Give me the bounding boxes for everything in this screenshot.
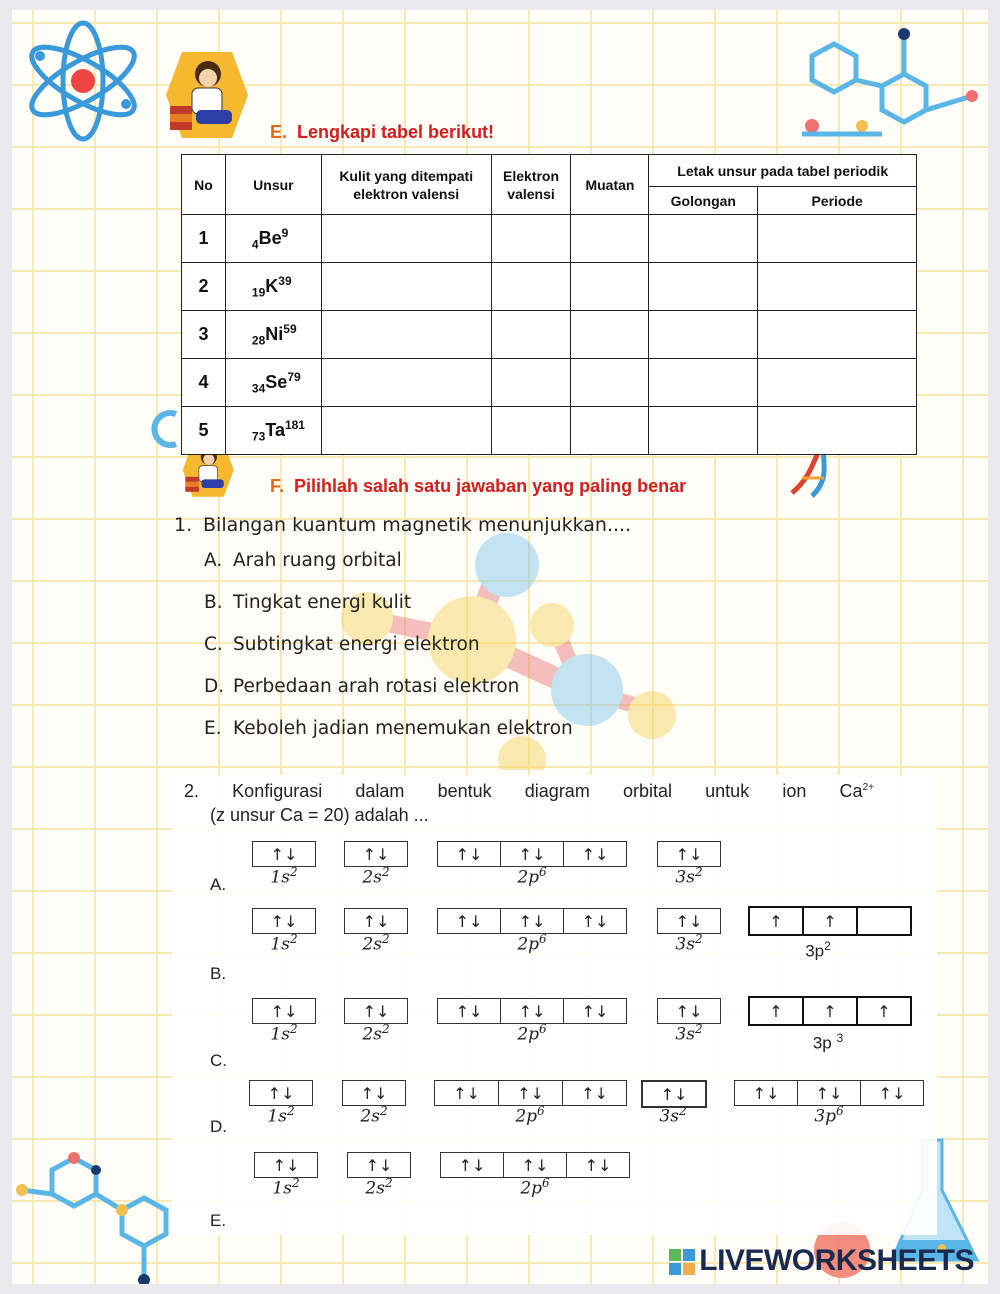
answer-cell-muatan[interactable] [571,407,649,455]
option-d-label[interactable]: D. [210,1117,227,1136]
answer-cell-golongan[interactable] [649,263,758,311]
label-2s: $2s^2$ [362,1022,390,1045]
option-c[interactable]: C. Subtingkat energi elektron [204,634,480,655]
orbital-1s: ↑↓ [249,1080,313,1106]
orbital-2p: ↑↓ ↑↓ ↑↓ [440,1152,630,1178]
answer-cell-kulit[interactable] [321,263,491,311]
section-e-heading [270,122,494,143]
liveworksheets-logo-icon [669,1249,695,1275]
label-1s: $1s^2$ [267,1104,295,1127]
label-3p: 3p $^3$ [812,1031,844,1053]
label-1s: $1s^2$ [270,932,298,955]
section-f-heading [270,476,686,497]
label-1s: $1s^2$ [272,1176,300,1199]
label-3p: $3p^2$ [805,939,831,961]
row-number: 3 [182,311,226,359]
header-no: No [182,155,226,215]
orbital-2p: ↑↓ ↑↓ ↑↓ [437,841,627,867]
element-symbol: $_{28}Ni^{59}$ [225,311,321,359]
option-e[interactable]: E. Keboleh jadian menemukan elektron [204,718,573,739]
header-muatan: Muatan [571,155,649,215]
answer-cell-elektron[interactable] [491,407,571,455]
orbital-3s: ↑↓ [657,841,721,867]
row-number: 4 [182,359,226,407]
option-b[interactable]: B. Tingkat energi kulit [204,592,412,613]
label-2s: $2s^2$ [365,1176,393,1199]
orbital-2s: ↑↓ [344,908,408,934]
orbital-1s: ↑↓ [252,841,316,867]
swirl-icon [142,406,182,452]
orbital-1s: ↑↓ [252,998,316,1024]
section-e-title: Lengkapi tabel berikut! [297,122,495,142]
element-symbol: $_{34}Se^{79}$ [225,359,321,407]
orbital-1s: ↑↓ [252,908,316,934]
orbital-3p: ↑↓ ↑↓ ↑↓ [734,1080,924,1106]
orbital-3s: ↑↓ [641,1080,707,1108]
question-2 [172,775,937,1235]
question-1-stem: 1. Bilangan kuantum magnetik menunjukkan.... [174,514,632,536]
orbital-2s: ↑↓ [347,1152,411,1178]
label-1s: $1s^2$ [270,1022,298,1045]
label-3s: $3s^2$ [675,865,703,888]
header-unsur: Unsur [225,155,321,215]
header-periode: Periode [758,187,917,215]
orbital-2s: ↑↓ [344,841,408,867]
orbital-3s: ↑↓ [657,998,721,1024]
header-kulit: Kulit yang ditempati elektron valensi [321,155,491,215]
answer-cell-muatan[interactable] [571,215,649,263]
header-golongan: Golongan [649,187,758,215]
option-e-label[interactable]: E. [210,1211,227,1230]
molecule-icon [772,16,988,156]
worksheet-page [12,10,988,1284]
table-row [182,407,917,455]
option-b-label[interactable]: B. [210,964,227,983]
orbital-2p: ↑↓ ↑↓ ↑↓ [434,1080,627,1106]
answer-cell-periode[interactable] [758,359,917,407]
answer-cell-muatan[interactable] [571,263,649,311]
label-2p: $2p^6$ [517,932,547,955]
section-f-letter: F. [270,476,285,496]
liveworksheets-logo[interactable] [669,1244,974,1278]
row-number: 5 [182,407,226,455]
orbital-3p: ↑ ↑ [748,906,912,936]
label-2p: $2p^6$ [517,1022,547,1045]
question-2-stem: 2. Konfigurasi dalam bentuk diagram orbital untuk ion $Ca^{2+}$ [184,781,874,801]
answer-cell-periode[interactable] [758,263,917,311]
option-d[interactable]: D. Perbedaan arah rotasi elektron [204,676,520,697]
question-1 [174,514,631,760]
answer-cell-golongan[interactable] [649,407,758,455]
option-c-label[interactable]: C. [210,1051,227,1070]
label-3p: $3p^6$ [814,1104,844,1127]
table-row [182,359,917,407]
header-letak: Letak unsur pada tabel periodik [649,155,917,187]
question-2-stem-line2: (z unsur Ca = 20) adalah ... [210,805,429,825]
answer-cell-kulit[interactable] [321,215,491,263]
answer-cell-elektron[interactable] [491,311,571,359]
orbital-1s: ↑↓ [254,1152,318,1178]
table-row [182,311,917,359]
option-a[interactable]: A. Arah ruang orbital [204,550,402,571]
answer-cell-elektron[interactable] [491,359,571,407]
option-a-label[interactable]: A. [210,875,227,894]
row-number: 2 [182,263,226,311]
answer-cell-muatan[interactable] [571,311,649,359]
student-reading-icon [162,50,248,140]
orbital-2p: ↑↓ ↑↓ ↑↓ [437,998,627,1024]
section-e-letter: E. [270,122,288,142]
label-2s: $2s^2$ [362,932,390,955]
answer-cell-kulit[interactable] [321,311,491,359]
answer-cell-periode[interactable] [758,215,917,263]
answer-cell-kulit[interactable] [321,359,491,407]
orbital-2s: ↑↓ [344,998,408,1024]
answer-cell-periode[interactable] [758,311,917,359]
label-2p: $2p^6$ [520,1176,550,1199]
answer-cell-elektron[interactable] [491,263,571,311]
label-3s: $3s^2$ [675,1022,703,1045]
label-2p: $2p^6$ [517,865,547,888]
atom-icon [18,16,148,146]
section-f-title: Pilihlah salah satu jawaban yang paling benar [294,476,687,496]
answer-cell-golongan[interactable] [649,359,758,407]
element-symbol: $_{19}K^{39}$ [225,263,321,311]
label-3s: $3s^2$ [675,932,703,955]
answer-cell-golongan[interactable] [649,215,758,263]
liveworksheets-brand-text: LIVEWORKSHEETS [699,1244,974,1277]
answer-cell-kulit[interactable] [321,407,491,455]
label-2s: $2s^2$ [360,1104,388,1127]
orbital-2p: ↑↓ ↑↓ ↑↓ [437,908,627,934]
orbital-3p: ↑ ↑ ↑ [748,996,912,1026]
element-symbol: $_{73}Ta^{181}$ [225,407,321,455]
header-elektron: Elektron valensi [491,155,571,215]
row-number: 1 [182,215,226,263]
answer-cell-muatan[interactable] [571,359,649,407]
answer-cell-golongan[interactable] [649,311,758,359]
element-symbol: $_4Be^9$ [225,215,321,263]
orbital-3s: ↑↓ [657,908,721,934]
label-2s: $2s^2$ [362,865,390,888]
label-3s: $3s^2$ [659,1104,687,1127]
answer-cell-elektron[interactable] [491,215,571,263]
label-1s: $1s^2$ [270,865,298,888]
label-2p: $2p^6$ [515,1104,545,1127]
orbital-2s: ↑↓ [342,1080,406,1106]
periodic-table-worksheet [181,154,917,455]
table-row [182,263,917,311]
table-row [182,215,917,263]
answer-cell-periode[interactable] [758,407,917,455]
